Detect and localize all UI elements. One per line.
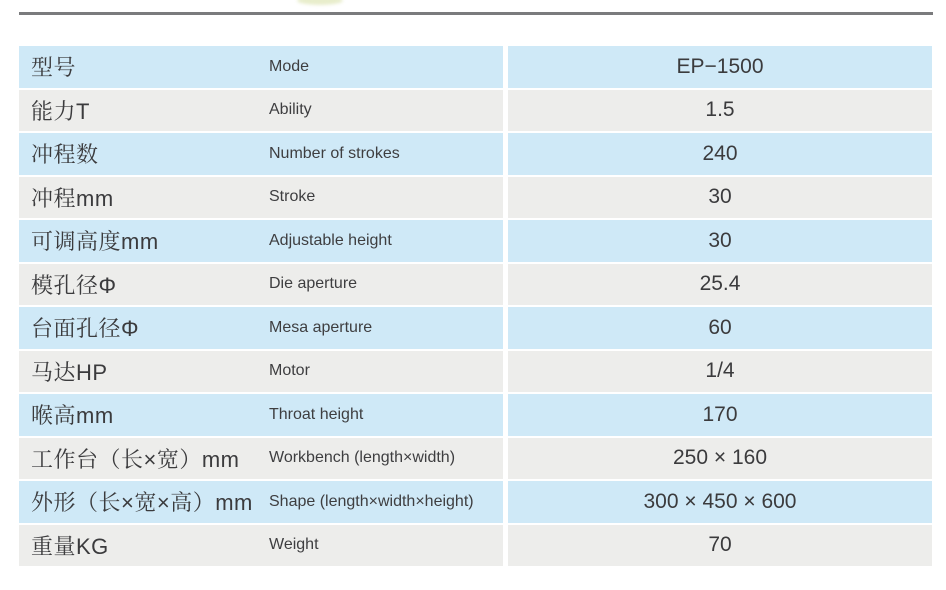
spec-name-english: Die aperture bbox=[269, 275, 358, 293]
table-row bbox=[19, 307, 932, 349]
spec-name-chinese: 外形（长×宽×高）mm bbox=[31, 490, 253, 516]
table-row bbox=[19, 46, 932, 88]
spec-name-english: Mesa aperture bbox=[269, 318, 373, 336]
spec-value: 250 × 160 bbox=[672, 446, 767, 470]
table-row bbox=[19, 438, 932, 480]
spec-value: 1.5 bbox=[705, 98, 735, 122]
table-row bbox=[19, 90, 932, 132]
table-row bbox=[19, 525, 932, 567]
spec-label-cell bbox=[19, 307, 503, 349]
spec-label-cell bbox=[19, 525, 503, 567]
spec-label-cell bbox=[19, 264, 503, 306]
spec-name-chinese: 冲程数 bbox=[31, 142, 99, 168]
spec-name-chinese: 工作台（长×宽）mm bbox=[31, 446, 240, 472]
spec-value-cell bbox=[508, 46, 932, 88]
table-row bbox=[19, 264, 932, 306]
table-row bbox=[19, 481, 932, 523]
divider-line bbox=[19, 12, 933, 15]
spec-value-cell bbox=[508, 220, 932, 262]
spec-name-chinese: 模孔径Φ bbox=[31, 272, 117, 298]
spec-value-cell bbox=[508, 481, 932, 523]
spec-value-cell bbox=[508, 90, 932, 132]
spec-label-cell bbox=[19, 133, 503, 175]
spec-label-cell bbox=[19, 90, 503, 132]
table-row bbox=[19, 351, 932, 393]
spec-value: 1/4 bbox=[705, 359, 735, 383]
spec-value: 240 bbox=[702, 141, 738, 165]
spec-label-cell bbox=[19, 394, 503, 436]
spec-name-english: Weight bbox=[269, 536, 319, 554]
spec-label-cell bbox=[19, 46, 503, 88]
spec-name-english: Adjustable height bbox=[269, 231, 392, 249]
spec-value: 60 bbox=[708, 315, 732, 339]
spec-name-english: Stroke bbox=[269, 188, 316, 206]
spec-value-cell bbox=[508, 264, 932, 306]
spec-name-english: Workbench (length×width) bbox=[269, 449, 456, 467]
spec-name-chinese: 重量KG bbox=[31, 533, 109, 559]
spec-value: 300 × 450 × 600 bbox=[643, 489, 797, 513]
spec-value-cell bbox=[508, 351, 932, 393]
spec-label-cell bbox=[19, 351, 503, 393]
table-row bbox=[19, 394, 932, 436]
spec-name-chinese: 型号 bbox=[31, 55, 77, 81]
spec-value: 70 bbox=[708, 533, 732, 557]
table-row bbox=[19, 220, 932, 262]
spec-name-chinese: 台面孔径Φ bbox=[31, 316, 140, 342]
spec-label-cell bbox=[19, 438, 503, 480]
spec-name-chinese: 可调高度mm bbox=[31, 229, 159, 255]
spec-value-cell bbox=[508, 438, 932, 480]
spec-name-chinese: 马达HP bbox=[31, 359, 108, 385]
logo-fragment-icon bbox=[297, 0, 343, 5]
spec-value-cell bbox=[508, 394, 932, 436]
spec-name-english: Ability bbox=[269, 101, 312, 119]
spec-value: 170 bbox=[702, 402, 738, 426]
table-row bbox=[19, 177, 932, 219]
spec-value: 25.4 bbox=[699, 272, 741, 296]
spec-name-english: Mode bbox=[269, 57, 310, 75]
spec-value-cell bbox=[508, 177, 932, 219]
spec-name-english: Motor bbox=[269, 362, 310, 380]
spec-label-cell bbox=[19, 177, 503, 219]
spec-value-cell bbox=[508, 133, 932, 175]
spec-name-english: Throat height bbox=[269, 405, 364, 423]
table-row bbox=[19, 133, 932, 175]
spec-name-chinese: 冲程mm bbox=[31, 185, 114, 211]
spec-value: 30 bbox=[708, 228, 732, 252]
spec-value: EP−1500 bbox=[676, 54, 764, 78]
spec-label-cell bbox=[19, 220, 503, 262]
spec-name-chinese: 能力T bbox=[31, 98, 90, 124]
spec-name-chinese: 喉高mm bbox=[31, 403, 114, 429]
spec-name-english: Shape (length×width×height) bbox=[269, 492, 474, 510]
spec-name-english: Number of strokes bbox=[269, 144, 400, 162]
spec-label-cell bbox=[19, 481, 503, 523]
spec-value: 30 bbox=[708, 185, 732, 209]
spec-value-cell bbox=[508, 307, 932, 349]
spec-value-cell bbox=[508, 525, 932, 567]
spec-table bbox=[19, 46, 932, 566]
